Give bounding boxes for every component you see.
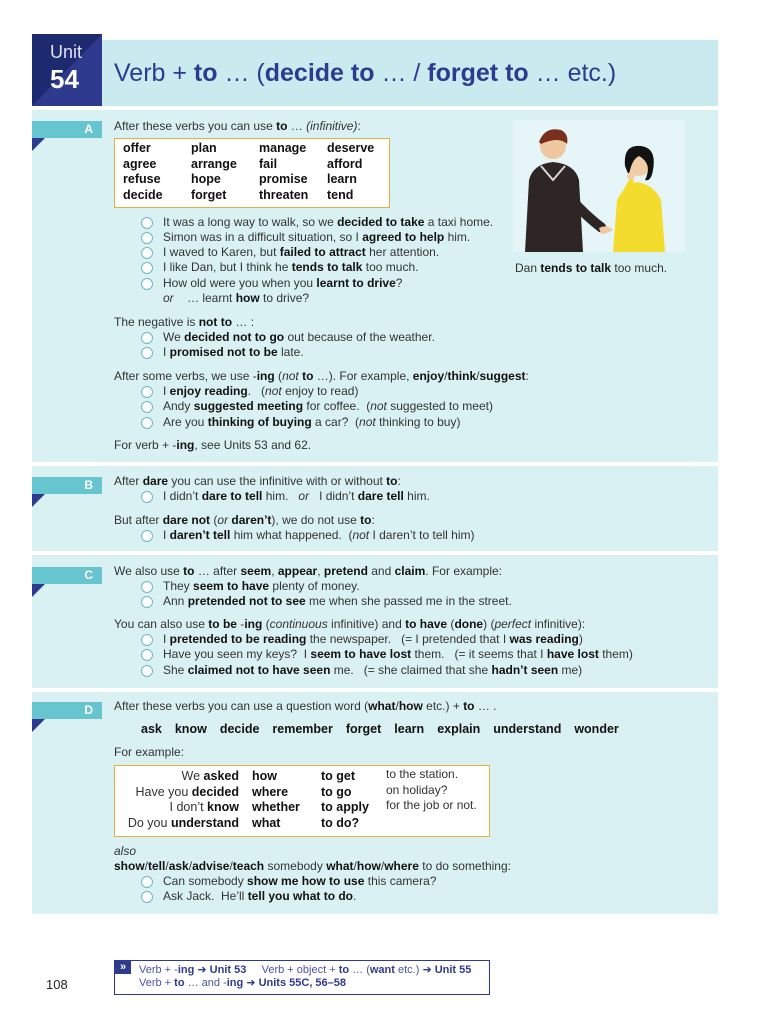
d-example-2: Ask Jack. He’ll tell you what to do. xyxy=(163,889,357,903)
c-example-1: They seem to have plenty of money. xyxy=(163,579,360,593)
example-a2: Simon was in a difficult situation, so I agreed to help him. xyxy=(163,230,471,244)
c-example-5: She claimed not to have seen me. (= she claimed that she hadn’t seen me) xyxy=(163,663,583,677)
ing-example-2: Andy suggested meeting for coffee. (not suggested to meet) xyxy=(163,399,493,413)
cross-ref-line-1[interactable]: Verb + -ing ➜ Unit 53 Verb + object + to … (want etc.) ➜ Unit 55 xyxy=(139,964,472,976)
unit-label: Unit xyxy=(50,42,83,62)
table-row: Have you decided xyxy=(135,784,239,799)
negative-example-2: I promised not to be late. xyxy=(163,345,304,359)
section-tab-d: D xyxy=(32,702,102,719)
cross-reference-box xyxy=(114,960,490,995)
also-label: also xyxy=(114,844,137,858)
bullet-icon xyxy=(141,262,153,274)
example-a1: It was a long way to walk, so we decided to take a taxi home. xyxy=(163,215,494,229)
bullet-icon xyxy=(141,347,153,359)
cross-ref-line-2[interactable]: Verb + to … and -ing ➜ Units 55C, 56–58 xyxy=(139,977,347,989)
table-row: Do you understand xyxy=(127,815,239,830)
negative-intro: The negative is not to … : xyxy=(114,315,255,329)
ing-example-1: I enjoy reading. (not enjoy to read) xyxy=(163,384,359,398)
bullet-icon xyxy=(141,247,153,259)
b-but: But after dare not (or daren’t), we do not use to: xyxy=(114,513,375,527)
bullet-icon xyxy=(141,278,153,290)
bullet-icon xyxy=(141,876,153,888)
unit-box xyxy=(32,34,102,106)
example-a5: How old were you when you learnt to drive? xyxy=(163,276,403,290)
bullet-icon xyxy=(141,491,153,503)
bullet-icon xyxy=(141,634,153,646)
for-example-label: For example: xyxy=(114,745,185,759)
bullet-icon xyxy=(141,417,153,429)
bullet-icon xyxy=(141,581,153,593)
bullet-icon xyxy=(141,232,153,244)
bullet-icon xyxy=(141,891,153,903)
bullet-icon xyxy=(141,386,153,398)
c-example-2: Ann pretended not to see me when she passed me in the street. xyxy=(163,594,512,608)
question-word-table: We asked Have you decided I don’t know Do you understand how where whether what to get to go to apply to do? to the station. on holiday? for the job or not. xyxy=(114,765,490,837)
table-row: We asked xyxy=(181,769,239,783)
section-tab-c: C xyxy=(32,567,102,584)
b-example-2: I daren’t tell him what happened. (not I daren’t to tell him) xyxy=(163,528,475,542)
bullet-icon xyxy=(141,649,153,661)
section-tab-b: B xyxy=(32,477,102,494)
page-number: 108 xyxy=(46,977,68,992)
section-d-intro: After these verbs you can use a question word (what/how etc.) + to … . xyxy=(114,699,497,713)
bullet-icon xyxy=(141,665,153,677)
ing-example-3: Are you thinking of buying a car? (not thinking to buy) xyxy=(163,415,461,429)
bullet-icon xyxy=(141,401,153,413)
show-tell-line: show/tell/ask/advise/teach somebody what/how/where to do something: xyxy=(114,859,511,873)
c-example-3: I pretended to be reading the newspaper. (= I pretended that I was reading) xyxy=(163,632,583,646)
illustration-caption: Dan tends to talk too much. xyxy=(515,261,668,275)
verb-box-a: offer plan manage deserve agree arrange fail afford refuse hope promise learn decide forget threaten tend xyxy=(114,138,390,208)
ing-intro: After some verbs, we use -ing (not to …). For example, enjoy/think/suggest: xyxy=(114,369,529,383)
page-title: Verb + to … (decide to … / forget to … etc.) xyxy=(114,59,617,87)
c-example-4: Have you seen my keys? I seem to have lost them. (= it seems that I have lost them) xyxy=(163,647,633,661)
b-example-1: I didn’t dare to tell him. or I didn’t dare tell him. xyxy=(163,489,430,503)
see-also-a: For verb + -ing, see Units 53 and 62. xyxy=(114,438,312,452)
bullet-icon xyxy=(141,530,153,542)
bullet-icon xyxy=(141,217,153,229)
two-people-talking-icon xyxy=(513,120,685,252)
bullet-icon xyxy=(141,596,153,608)
double-arrow-icon: » xyxy=(115,961,131,974)
section-tab-a: A xyxy=(32,121,102,138)
negative-example-1: We decided not to go out because of the weather. xyxy=(163,330,435,344)
d-example-1: Can somebody show me how to use this camera? xyxy=(163,874,437,888)
c-also: You can also use to be -ing (continuous infinitive) and to have (done) (perfect infinitive): xyxy=(114,617,586,631)
table-row: I don’t know xyxy=(169,800,239,814)
unit-number: 54 xyxy=(50,64,79,94)
section-c-intro: We also use to … after seem, appear, pretend and claim. For example: xyxy=(114,564,503,578)
section-b-intro: After dare you can use the infinitive with or without to: xyxy=(114,474,401,488)
example-a5-alt: or … learnt how to drive? xyxy=(163,291,310,305)
illustration xyxy=(513,120,685,252)
section-a-intro: After these verbs you can use to … (infinitive): xyxy=(114,119,361,133)
example-a3: I waved to Karen, but failed to attract her attention. xyxy=(163,245,440,259)
question-verbs-row: ask know decide remember forget learn explain understand wonder xyxy=(141,722,619,736)
example-a4: I like Dan, but I think he tends to talk too much. xyxy=(163,260,419,274)
bullet-icon xyxy=(141,332,153,344)
